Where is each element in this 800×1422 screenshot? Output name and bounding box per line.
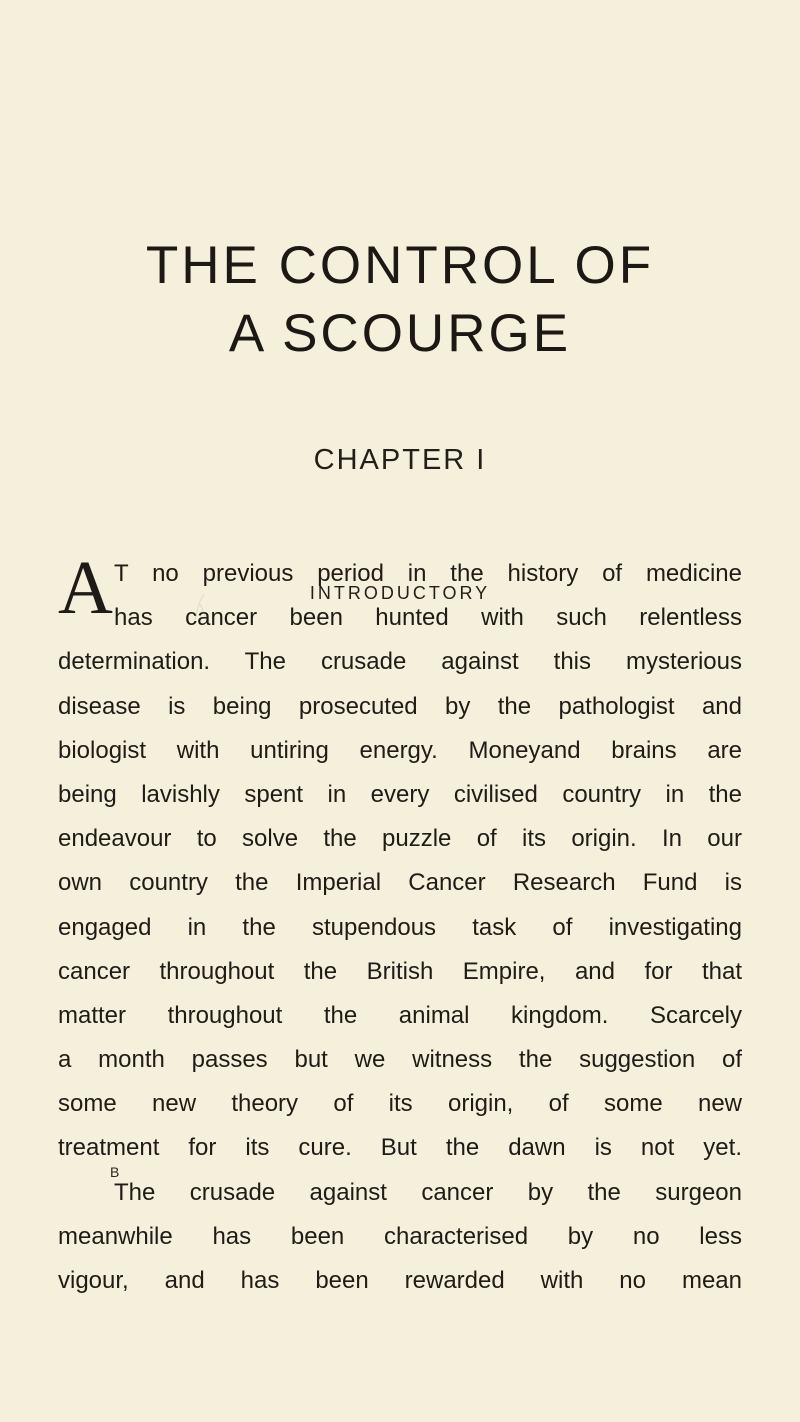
text-line: meanwhile has been characterised by no less [58,1222,742,1250]
book-title-line-2: A SCOURGE [228,304,572,363]
book-title [0,232,800,368]
book-title-line-1: THE CONTROL OF [145,236,655,295]
text-line: T no previous period in the history of medicine [114,560,742,587]
text-line: a month passes but we witness the suggestion of [58,1046,742,1074]
text-line: own country the Imperial Cancer Research Fund is [58,869,742,897]
signature-mark: B [110,1164,121,1180]
text-line: endeavour to solve the puzzle of its origin. In our [58,825,742,853]
paper-blemish [192,592,208,622]
text-line: treatment for its cure. But the dawn is not yet. [58,1134,742,1162]
text-line: has cancer been hunted with such relentless [114,604,742,632]
text-line: determination. The crusade against this mysterious [58,648,742,676]
text-line: disease is being prosecuted by the pathologist and [58,692,742,720]
text-line: engaged in the stupendous task of investigating [58,913,742,941]
drop-cap: A [58,546,113,630]
text-line: vigour, and has been rewarded with no mean [58,1267,742,1294]
text-line: biologist with untiring energy. Moneyand brains are [58,736,742,764]
text-line: matter throughout the animal kingdom. Scarcely [58,1001,742,1029]
text-line: some new theory of its origin, of some new [58,1090,742,1118]
text-line: The crusade against cancer by the surgeon [114,1178,742,1206]
chapter-label: CHAPTER I [313,444,487,476]
body-paragraph [58,546,742,1303]
chapter-title: INTRODUCTORY [309,583,491,603]
text-line: being lavishly spent in every civilised country in the [58,780,742,808]
text-line: cancer throughout the British Empire, and for that [58,957,742,985]
